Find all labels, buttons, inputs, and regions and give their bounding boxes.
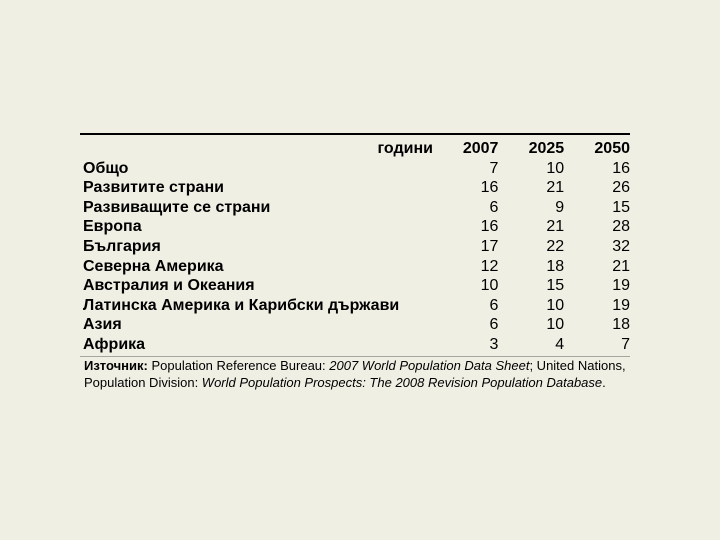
value-cell: 19	[612, 277, 630, 295]
source-text: Population Reference Bureau:	[147, 357, 330, 373]
header-label: години	[377, 140, 433, 157]
region-name: Латинска Америка и Карибски държави	[83, 296, 400, 314]
source-note	[80, 357, 634, 391]
year-header: 2007	[462, 140, 499, 157]
source-title: World Population Prospects: The 2008 Revision Population Database	[201, 374, 603, 390]
value-cell: 9	[555, 198, 565, 216]
year-header: 2025	[528, 140, 565, 157]
region-name: Африка	[83, 335, 146, 353]
value-cell: 10	[546, 316, 565, 334]
value-cell: 16	[480, 179, 499, 197]
table-top-rule	[80, 133, 630, 135]
value-cell: 10	[546, 296, 565, 314]
source-title: 2007 World Population Data Sheet	[329, 357, 530, 373]
value-cell: 21	[612, 257, 630, 275]
region-name: Общо	[83, 159, 129, 177]
source-text: .	[602, 374, 606, 390]
table-row	[80, 217, 630, 237]
value-cell: 26	[612, 179, 630, 197]
year-header: 2050	[594, 140, 630, 157]
population-table-container	[80, 133, 630, 391]
value-cell: 7	[621, 335, 630, 353]
value-cell: 6	[489, 296, 499, 314]
value-cell: 18	[546, 257, 565, 275]
value-cell: 7	[489, 159, 499, 177]
value-cell: 21	[546, 218, 565, 236]
region-name: Развиващите се страни	[83, 198, 271, 216]
value-cell: 21	[546, 179, 565, 197]
value-cell: 16	[612, 159, 630, 177]
value-cell: 32	[612, 237, 630, 255]
value-cell: 18	[612, 316, 630, 334]
table-body	[80, 159, 630, 355]
value-cell: 28	[612, 218, 630, 236]
table-row	[80, 159, 630, 179]
table-row	[80, 198, 630, 218]
value-cell: 22	[546, 237, 565, 255]
region-name: Европа	[83, 218, 142, 236]
value-cell: 17	[480, 237, 499, 255]
value-cell: 15	[612, 198, 630, 216]
value-cell: 4	[555, 335, 565, 353]
region-name: България	[83, 237, 161, 255]
region-name: Развитите страни	[83, 179, 224, 197]
table-row	[80, 315, 630, 335]
source-text: ; United Nations, Population Division:	[84, 357, 626, 390]
table-row	[80, 178, 630, 198]
value-cell: 16	[480, 218, 499, 236]
value-cell: 3	[489, 335, 499, 353]
value-cell: 19	[612, 296, 630, 314]
table-row	[80, 276, 630, 296]
table-row	[80, 335, 630, 355]
source-label: Източник:	[84, 357, 148, 373]
population-table	[80, 139, 630, 355]
region-name: Азия	[83, 316, 122, 334]
region-name: Северна Америка	[83, 257, 224, 275]
value-cell: 6	[489, 198, 499, 216]
table-row	[80, 257, 630, 277]
value-cell: 10	[480, 277, 499, 295]
value-cell: 10	[546, 159, 565, 177]
table-row	[80, 296, 630, 316]
table-row	[80, 237, 630, 257]
region-name: Австралия и Океания	[83, 277, 255, 295]
value-cell: 15	[546, 277, 565, 295]
value-cell: 6	[489, 316, 499, 334]
value-cell: 12	[480, 257, 499, 275]
table-header-row	[80, 139, 630, 159]
